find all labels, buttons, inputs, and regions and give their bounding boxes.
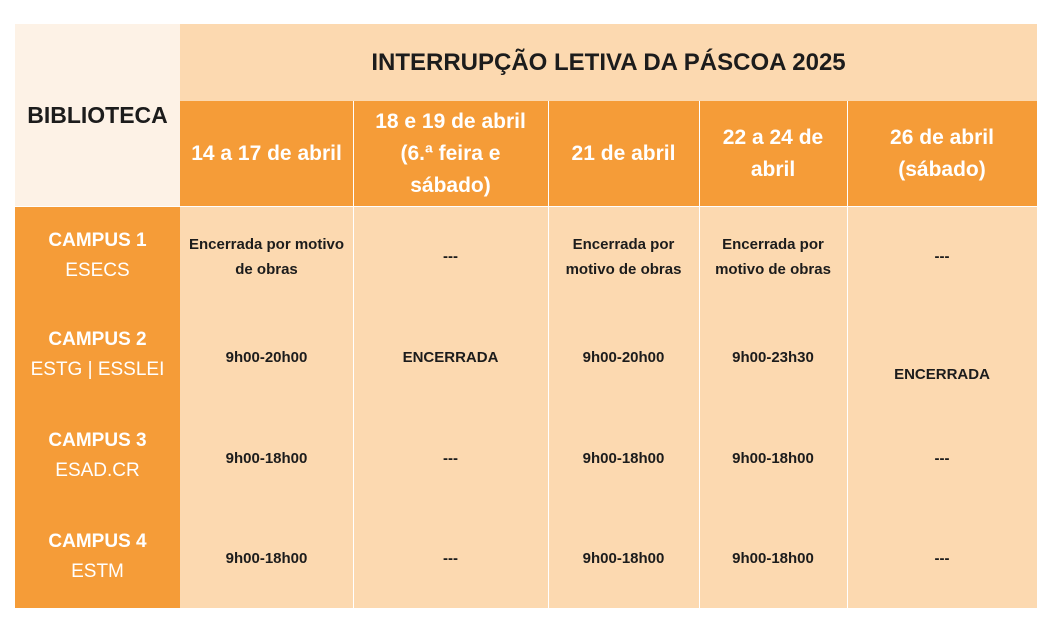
table-cell: ENCERRADA <box>847 307 1037 408</box>
campus-name: CAMPUS 3 <box>48 430 147 451</box>
table-cell: --- <box>847 509 1037 608</box>
column-header: 26 de abril (sábado) <box>847 101 1037 206</box>
campus-school: ESTG | ESSLEI <box>30 359 165 380</box>
campus-name: CAMPUS 4 <box>48 531 147 552</box>
table-cell: 9h00-18h00 <box>548 509 699 608</box>
campus-name: CAMPUS 2 <box>48 329 147 350</box>
table-cell: --- <box>353 408 548 509</box>
table-cell: 9h00-20h00 <box>548 307 699 408</box>
campus-label <box>15 206 180 307</box>
table-title: INTERRUPÇÃO LETIVA DA PÁSCOA 2025 <box>180 24 1037 101</box>
table-cell: 9h00-18h00 <box>180 509 353 608</box>
table-cell: --- <box>847 206 1037 307</box>
table-cell: --- <box>353 509 548 608</box>
column-header: 18 e 19 de abril (6.ª feira e sábado) <box>353 101 548 206</box>
table-cell: ENCERRADA <box>353 307 548 408</box>
column-header: 21 de abril <box>548 101 699 206</box>
table-cell: 9h00-20h00 <box>180 307 353 408</box>
table-cell: 9h00-23h30 <box>699 307 847 408</box>
table-cell: Encerrada por motivo de obras <box>699 206 847 307</box>
table-cell: --- <box>353 206 548 307</box>
column-divider <box>353 101 354 608</box>
campus-name: CAMPUS 1 <box>48 230 147 251</box>
table-cell: Encerrada por motivo de obras <box>180 206 353 307</box>
column-divider <box>847 101 848 608</box>
table-cell: 9h00-18h00 <box>180 408 353 509</box>
table-cell: Encerrada por motivo de obras <box>548 206 699 307</box>
campus-label <box>15 307 180 408</box>
column-divider <box>699 101 700 608</box>
column-header: 14 a 17 de abril <box>180 101 353 206</box>
header-divider <box>15 206 1037 207</box>
schedule-table <box>15 24 1037 608</box>
table-cell: 9h00-18h00 <box>699 408 847 509</box>
table-cell: --- <box>847 408 1037 509</box>
corner-label: BIBLIOTECA <box>15 24 180 206</box>
column-header: 22 a 24 de abril <box>699 101 847 206</box>
campus-school: ESECS <box>65 260 130 281</box>
campus-school: ESTM <box>71 561 124 582</box>
table-cell: 9h00-18h00 <box>548 408 699 509</box>
table-cell: 9h00-18h00 <box>699 509 847 608</box>
column-divider <box>548 101 549 608</box>
campus-label <box>15 408 180 509</box>
campus-school: ESAD.CR <box>55 460 140 481</box>
campus-label <box>15 509 180 608</box>
